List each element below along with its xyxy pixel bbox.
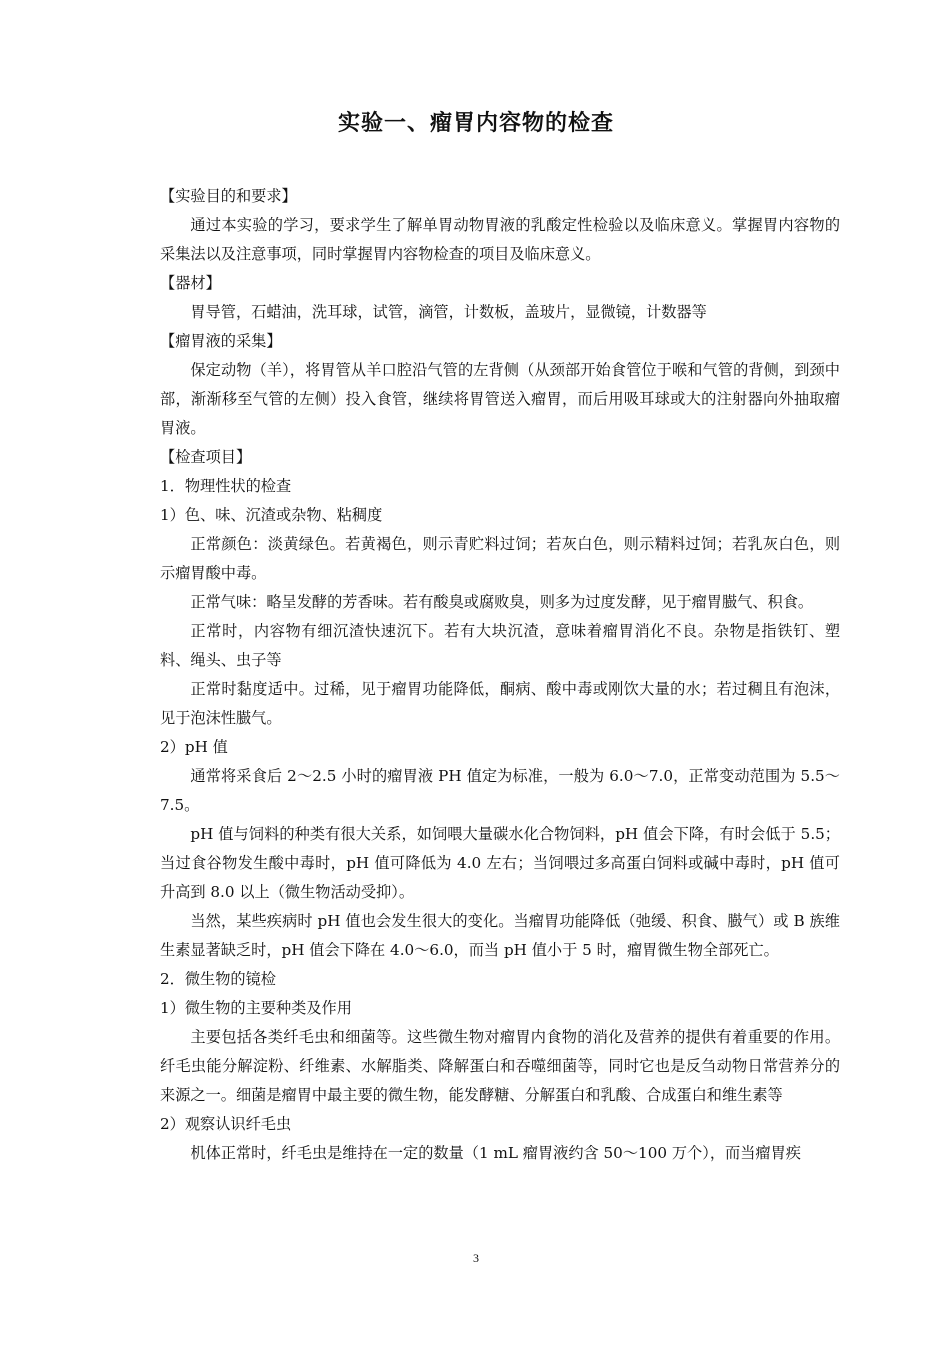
paragraph: 通常将采食后 2～2.5 小时的瘤胃液 PH 值定为标准，一般为 6.0～7.0，正常变动范围为 5.5～7.5。 [160,767,840,814]
section-heading-purpose: 【实验目的和要求】 [160,187,297,205]
subheading: 1）微生物的主要种类及作用 [160,999,352,1017]
section-heading-items: 【检查项目】 [160,448,252,466]
paragraph: 正常时，内容物有细沉渣快速沉下。若有大块沉渣，意味着瘤胃消化不良。杂物是指铁钉、塑料、绳头、虫子等 [160,622,840,669]
subheading: 2）pH 值 [160,738,228,756]
paragraph: 当然，某些疾病时 pH 值也会发生很大的变化。当瘤胃功能降低（弛缓、积食、臌气）或 B 族维生素显著缺乏时，pH 值会下降在 4.0～6.0，而当 pH 值小于 5 时，瘤胃微生物全部死亡。 [160,912,840,959]
paragraph: 主要包括各类纤毛虫和细菌等。这些微生物对瘤胃内食物的消化及营养的提供有着重要的作用。纤毛虫能分解淀粉、纤维素、水解脂类、降解蛋白和吞噬细菌等，同时它也是反刍动物日常营养分的来源之一。细菌是瘤胃中最主要的微生物，能发酵糖、分解蛋白和乳酸、合成蛋白和维生素等 [160,1028,840,1104]
paragraph: 机体正常时，纤毛虫是维持在一定的数量（1 mL 瘤胃液约含 50～100 万个），而当瘤胃疾 [190,1144,801,1162]
body-text [160,182,840,1168]
paragraph: 正常气味：略呈发酵的芳香味。若有酸臭或腐败臭，则多为过度发酵，见于瘤胃臌气、积食。 [190,593,814,611]
section-heading-collection: 【瘤胃液的采集】 [160,332,282,350]
paragraph: 保定动物（羊），将胃管从羊口腔沿气管的左背侧（从颈部开始食管位于喉和气管的背侧，到颈中部，渐渐移至气管的左侧）投入食管，继续将胃管送入瘤胃，而后用吸耳球或大的注射器向外抽取瘤胃液。 [160,361,840,437]
paragraph: 正常颜色：淡黄绿色。若黄褐色，则示青贮料过饲；若灰白色，则示精料过饲；若乳灰白色，则示瘤胃酸中毒。 [160,535,840,582]
subheading: 2）观察认识纤毛虫 [160,1115,292,1133]
paragraph: pH 值与饲料的种类有很大关系，如饲喂大量碳水化合物饲料，pH 值会下降，有时会低于 5.5；当过食谷物发生酸中毒时，pH 值可降低为 4.0 左右；当饲喂过多高蛋白饲料或碱中毒时，pH 值可升高到 8.0 以上（微生物活动受抑）。 [160,825,840,901]
section-heading-equipment: 【器材】 [160,274,221,292]
paragraph: 胃导管，石蜡油，洗耳球，试管，滴管，计数板，盖玻片，显微镜，计数器等 [190,303,707,321]
subheading: 2．微生物的镜检 [160,970,276,988]
paragraph: 通过本实验的学习，要求学生了解单胃动物胃液的乳酸定性检验以及临床意义。掌握胃内容物的采集法以及注意事项，同时掌握胃内容物检查的项目及临床意义。 [160,216,840,263]
page-number: 3 [473,1251,479,1265]
subheading: 1）色、味、沉渣或杂物、粘稠度 [160,506,383,524]
subheading: 1．物理性状的检查 [160,477,292,495]
page-title: 实验一、瘤胃内容物的检查 [337,111,614,136]
paragraph: 正常时黏度适中。过稀，见于瘤胃功能降低，酮病、酸中毒或刚饮大量的水；若过稠且有泡沫，见于泡沫性臌气。 [160,680,840,727]
